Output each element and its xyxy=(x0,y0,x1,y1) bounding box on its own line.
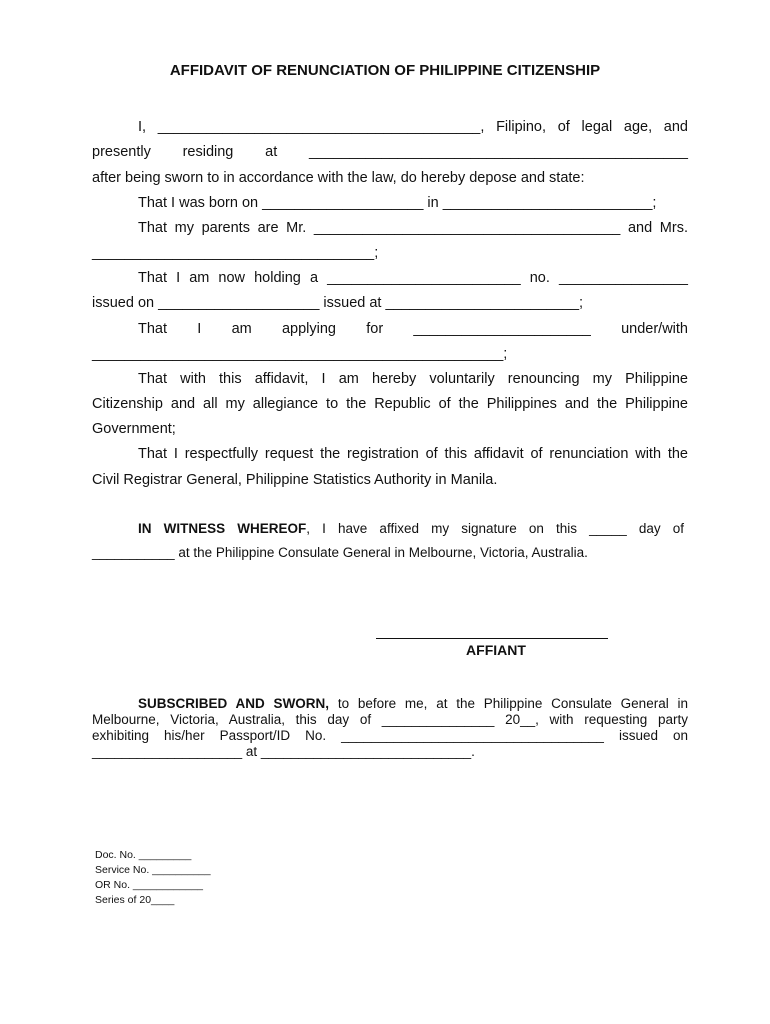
footer-service-no: Service No. __________ xyxy=(95,864,211,876)
body-line-holding: That I am now holding a ________________________ no. ________________ xyxy=(138,270,688,286)
jurat-line-3: exhibiting his/her Passport/ID No. ___________________________________ issued on xyxy=(92,728,688,743)
body-line-sworn: after being sworn to in accordance with the law, do hereby depose and state: xyxy=(92,170,585,186)
footer-or-no: OR No. ____________ xyxy=(95,879,203,891)
jurat-line-2: Melbourne, Victoria, Australia, this day of _______________ 20__, with requesting party xyxy=(92,712,688,727)
witness-bold: IN WITNESS WHEREOF xyxy=(138,521,307,536)
body-line-issued: issued on ____________________ issued at ________________________; xyxy=(92,295,584,311)
witness-line-2: ___________ at the Philippine Consulate General in Melbourne, Victoria, Australia. xyxy=(92,545,588,560)
document-title: AFFIDAVIT OF RENUNCIATION OF PHILIPPINE CITIZENSHIP xyxy=(169,62,601,79)
body-line-name: I, ________________________________________, Filipino, of legal age, and xyxy=(138,119,688,135)
witness-rest: , I have affixed my signature on this _____ day of xyxy=(306,521,685,536)
body-line-government: Government; xyxy=(92,421,176,437)
body-line-registrar: Civil Registrar General, Philippine Statistics Authority in Manila. xyxy=(92,472,498,488)
jurat-bold: SUBSCRIBED AND SWORN, xyxy=(138,696,330,711)
footer-doc-no: Doc. No. _________ xyxy=(95,849,192,861)
affiant-label: AFFIANT xyxy=(466,642,526,658)
body-line-renouncing: That with this affidavit, I am hereby voluntarily renouncing my Philippine xyxy=(138,371,688,387)
signature-line xyxy=(376,638,608,639)
body-line-under-with: ___________________________________________________; xyxy=(92,346,508,362)
body-line-residence: presently residing at _______________________________________________ xyxy=(92,144,688,160)
witness-line xyxy=(138,521,684,536)
body-line-parents: That my parents are Mr. ______________________________________ and Mrs. xyxy=(138,220,688,236)
jurat-line-1 xyxy=(138,696,688,711)
jurat-rest: to before me, at the Philippine Consulate General in xyxy=(329,696,688,711)
body-line-applying: That I am applying for ______________________ under/with xyxy=(138,321,688,337)
footer-series: Series of 20____ xyxy=(95,894,175,906)
jurat-line-4: ____________________ at ____________________________. xyxy=(92,744,475,759)
body-line-mother: ___________________________________; xyxy=(92,245,379,261)
body-line-allegiance: Citizenship and all my allegiance to the Republic of the Philippines and the Philippine xyxy=(92,396,688,412)
body-line-born: That I was born on ____________________ in __________________________; xyxy=(138,195,657,211)
body-line-request: That I respectfully request the registration of this affidavit of renunciation with the xyxy=(138,446,688,462)
